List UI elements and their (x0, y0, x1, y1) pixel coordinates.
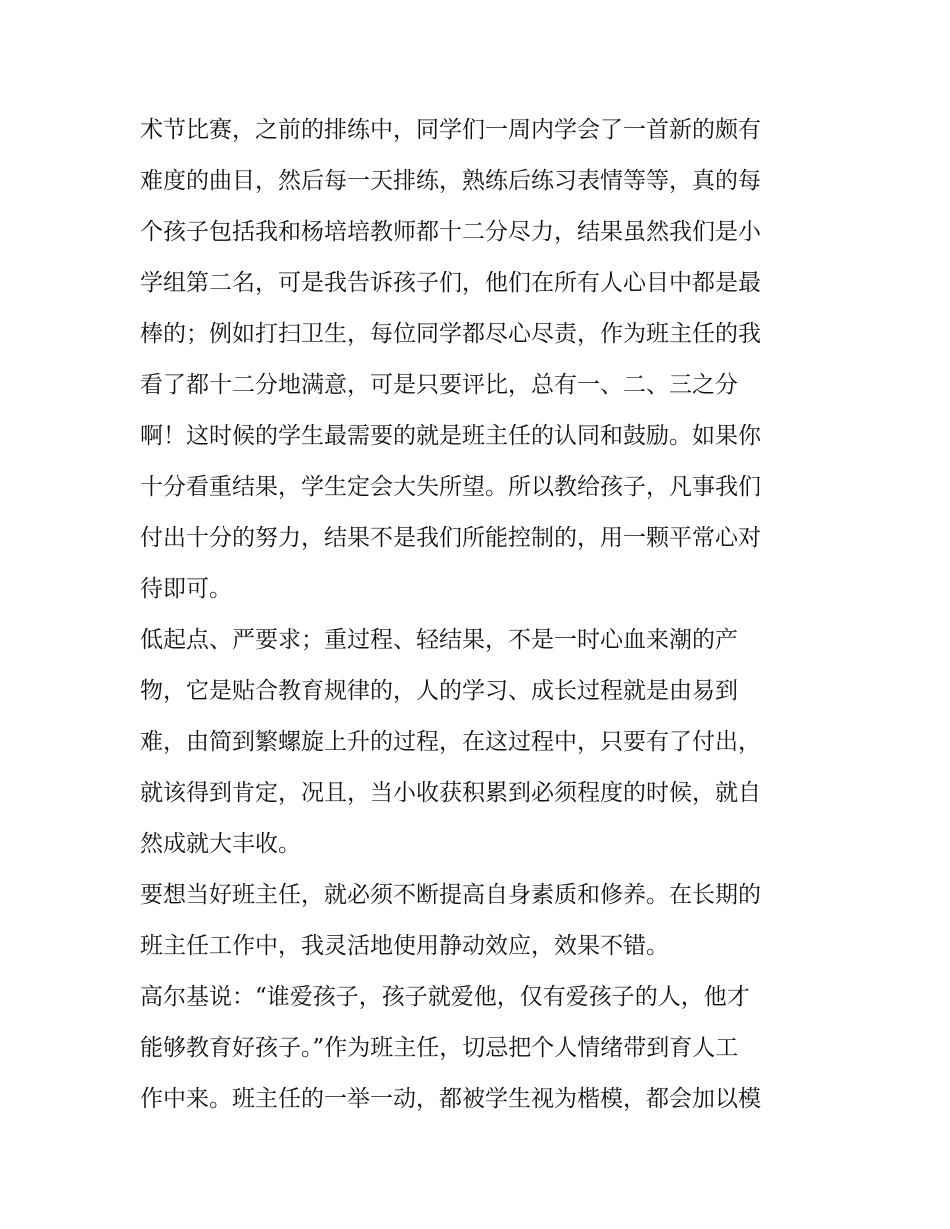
text-line-4: 学组第二名，可是我告诉孩子们，他们在所有人心目中都是最 (140, 270, 761, 296)
text-line-13: 难，由简到繁螺旋上升的过程，在这过程中，只要有了付出， (140, 729, 761, 755)
text-line-1: 术节比赛，之前的排练中，同学们一周内学会了一首新的颇有 (140, 117, 761, 143)
text-line-15: 然成就大丰收。 (140, 831, 301, 857)
text-line-7: 啊！这时候的学生最需要的就是班主任的认同和鼓励。如果你 (140, 423, 761, 449)
text-line-14: 就该得到肯定，况且，当小收获积累到必须程度的时候，就自 (140, 780, 761, 806)
text-line-6: 看了都十二分地满意，可是只要评比，总有一、二、三之分 (140, 372, 738, 398)
text-line-9: 付出十分的努力，结果不是我们所能控制的，用一颗平常心对 (140, 525, 761, 551)
text-line-18: 高尔基说：“谁爱孩子，孩子就爱他，仅有爱孩子的人，他才 (140, 984, 750, 1010)
body-text (140, 105, 820, 1125)
text-line-20: 作中来。班主任的一举一动，都被学生视为楷模，都会加以模 (140, 1086, 761, 1112)
text-line-8: 十分看重结果，学生定会大失所望。所以教给孩子，凡事我们 (140, 474, 761, 500)
text-line-10: 待即可。 (140, 576, 232, 602)
text-line-12: 物，它是贴合教育规律的，人的学习、成长过程就是由易到 (140, 678, 738, 704)
text-line-16: 要想当好班主任，就必须不断提高自身素质和修养。在长期的 (140, 882, 761, 908)
text-line-19: 能够教育好孩子。”作为班主任，切忌把个人情绪带到育人工 (140, 1035, 739, 1061)
text-line-3: 个孩子包括我和杨培培教师都十二分尽力，结果虽然我们是小 (140, 219, 761, 245)
text-line-11: 低起点、严要求；重过程、轻结果，不是一时心血来潮的产 (140, 627, 738, 653)
text-line-5: 棒的；例如打扫卫生，每位同学都尽心尽责，作为班主任的我 (140, 321, 761, 347)
text-line-17: 班主任工作中，我灵活地使用静动效应，效果不错。 (140, 933, 669, 959)
text-line-2: 难度的曲目，然后每一天排练，熟练后练习表情等等，真的每 (140, 168, 761, 194)
